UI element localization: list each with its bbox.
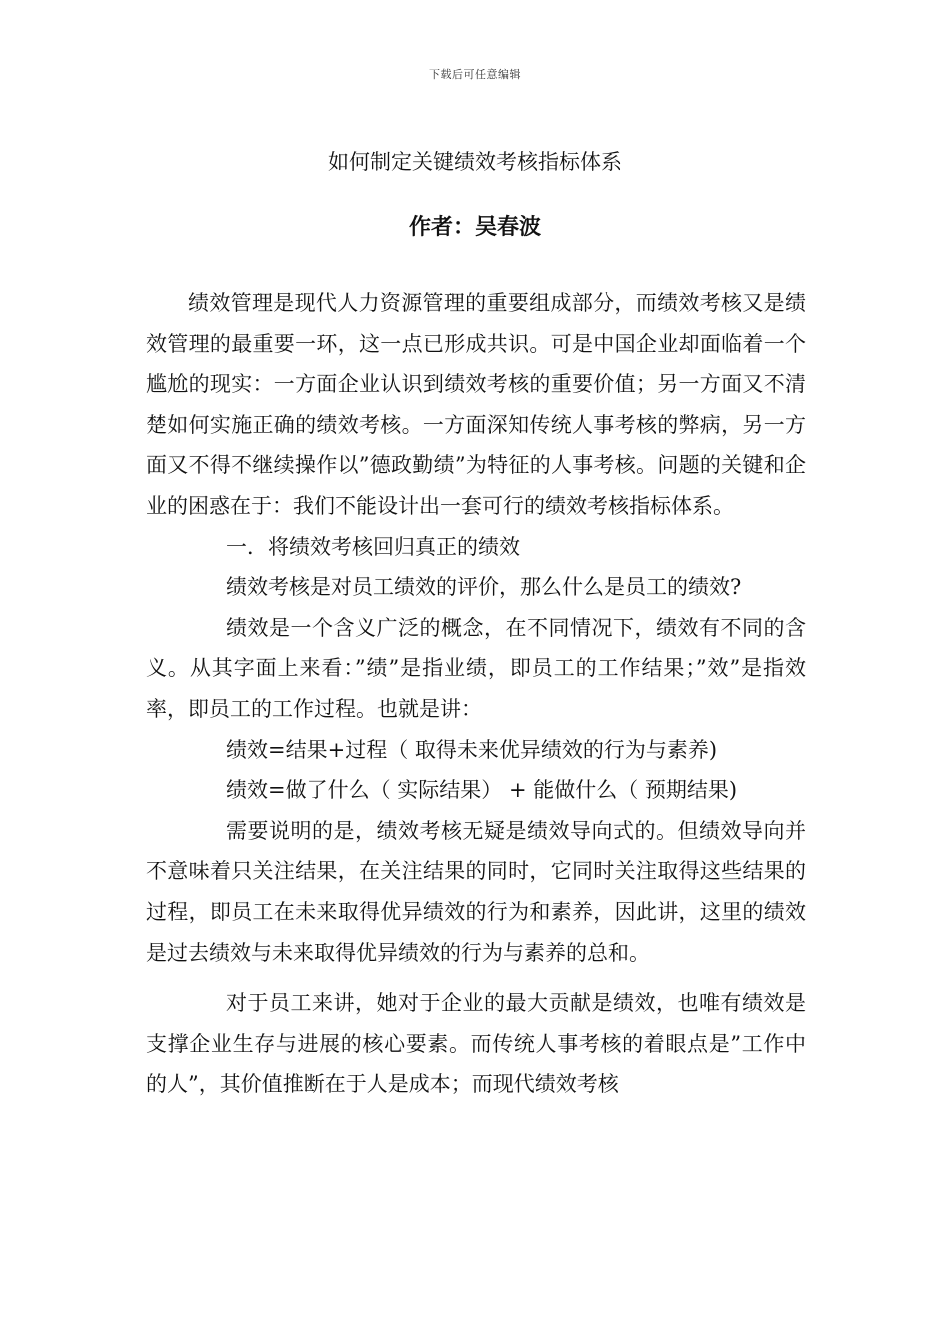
section-heading-1: 一．将绩效考核回归真正的绩效 xyxy=(226,534,520,559)
paragraph-contribution: 对于员工来讲，她对于企业的最大贡献是绩效，也唯有绩效是支撑企业生存与进展的核心要素。而传统人事考核的着眼点是”工作中的人”，其价值推断在于人是成本；而现代绩效考核 xyxy=(146,991,806,1097)
header-note: 下载后可任意编辑 xyxy=(429,68,521,81)
document-title: 如何制定关键绩效考核指标体系 xyxy=(328,150,622,174)
formula-1: 绩效=结果+过程（ 取得未来优异绩效的行为与素养) xyxy=(226,737,718,762)
document-body xyxy=(146,283,806,1105)
paragraph-explanation: 需要说明的是，绩效考核无疑是绩效导向式的。但绩效导向并不意味着只关注结果，在关注结果的同时，它同时关注取得这些结果的过程，即员工在未来取得优异绩效的行为和素养，因此讲，这里的绩效是过去绩效与未来取得优异绩效的行为与素养的总和。 xyxy=(146,818,806,965)
formula-2: 绩效=做了什么（ 实际结果） + 能做什么（ 预期结果) xyxy=(226,778,738,803)
document-author: 作者：吴春波 xyxy=(408,215,541,240)
paragraph-question: 绩效考核是对员工绩效的评价，那么什么是员工的绩效? xyxy=(226,575,742,600)
paragraph-intro: 绩效管理是现代人力资源管理的重要组成部分，而绩效考核又是绩效管理的最重要一环，这一点已形成共识。可是中国企业却面临着一个尴尬的现实：一方面企业认识到绩效考核的重要价值；另一方面又不清楚如何实施正确的绩效考核。一方面深知传统人事考核的弊病，另一方面又不得不继续操作以”德政勤绩”为特征的人事考核。问题的关键和企业的困惑在于：我们不能设计出一套可行的绩效考核指标体系。 xyxy=(146,291,806,518)
paragraph-definition: 绩效是一个含义广泛的概念，在不同情况下，绩效有不同的含义。从其字面上来看：”绩”是指业绩，即员工的工作结果；”效”是指效率，即员工的工作过程。也就是讲： xyxy=(146,615,806,721)
